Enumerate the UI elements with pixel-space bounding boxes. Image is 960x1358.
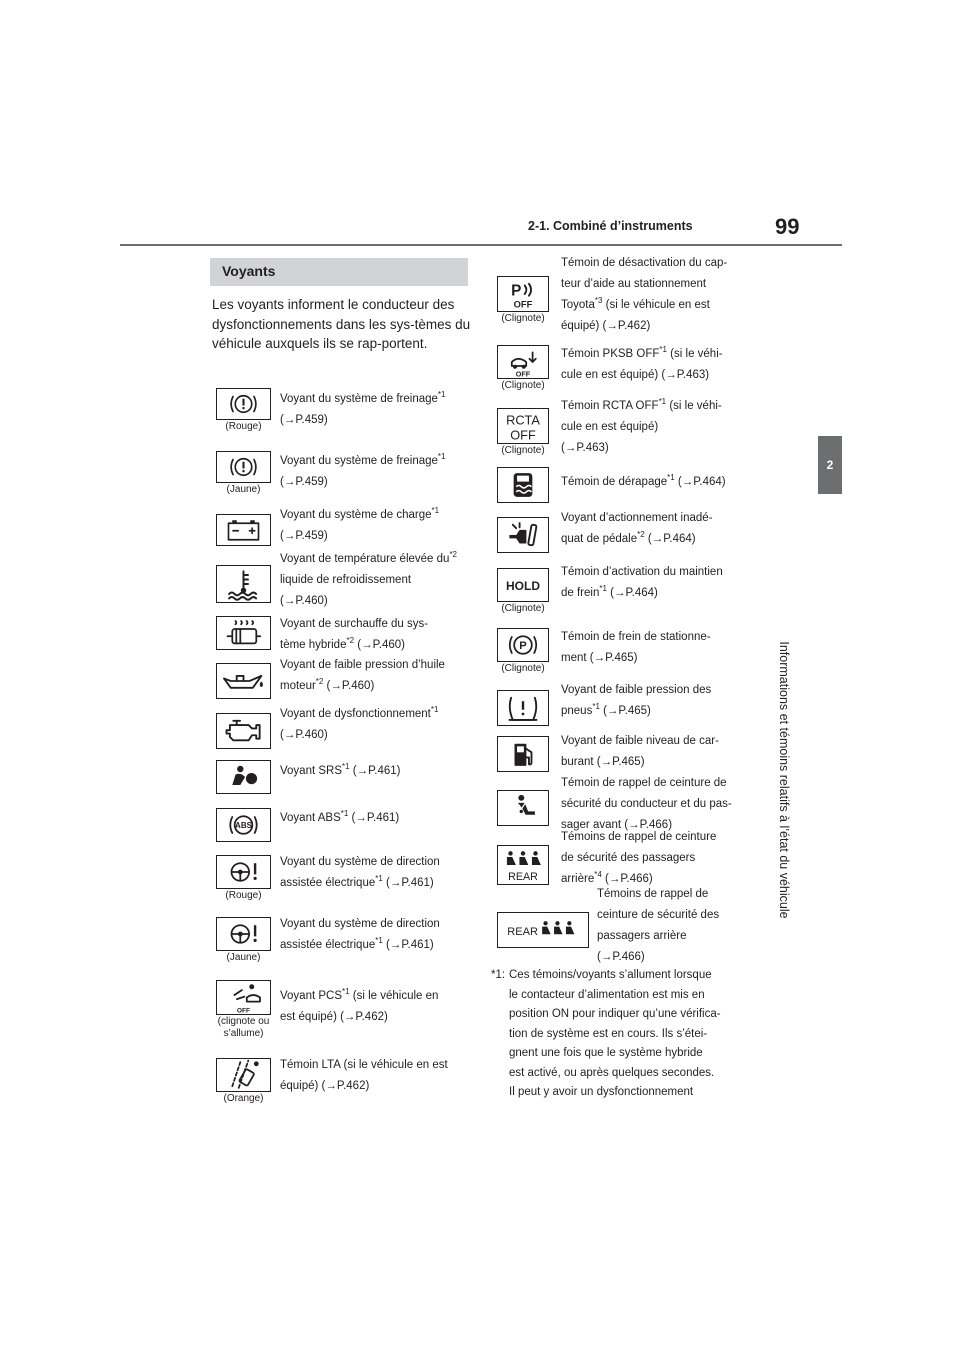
pksb-off-icon bbox=[498, 346, 548, 378]
pedal-misapplication-icon-box bbox=[497, 517, 549, 553]
indicator-color-caption: (Orange) bbox=[223, 1093, 264, 1104]
footnote-ref: *2 bbox=[637, 530, 645, 540]
indicator-description: Voyant SRS$^{*1}$ (→P.461) bbox=[280, 762, 401, 777]
footnote-ref: *1 bbox=[599, 584, 607, 594]
brake-warning-icon-box bbox=[216, 388, 271, 420]
coolant-temperature-icon bbox=[217, 566, 270, 602]
svg-text:REAR: REAR bbox=[508, 871, 538, 884]
footnote bbox=[491, 966, 751, 1103]
srs-airbag-icon bbox=[217, 761, 270, 793]
parking-assist-off-icon-box bbox=[497, 276, 549, 312]
indicator-description: Témoins de rappel de ceinture de sécurité des passagers arrière$^{*4}$ (→P.466) bbox=[561, 831, 717, 885]
brake-warning-icon bbox=[217, 452, 270, 482]
footnote-ref: *1 bbox=[437, 390, 446, 400]
footnote-ref: *2 bbox=[346, 636, 355, 646]
brake-hold-icon-box bbox=[497, 568, 549, 602]
svg-text:P: P bbox=[519, 640, 527, 652]
seatbelt-reminder-icon bbox=[498, 791, 548, 825]
pedal-misapplication-icon bbox=[498, 518, 548, 552]
indicator-description: Voyant du système de charge$^{*1}$ (→P.459) bbox=[280, 506, 440, 542]
rcta-off-icon bbox=[498, 409, 548, 443]
svg-text:OFF: OFF bbox=[236, 1007, 251, 1014]
srs-airbag-icon-box bbox=[216, 760, 271, 794]
footnote-ref: *1 bbox=[592, 702, 600, 712]
battery-icon bbox=[217, 515, 270, 545]
indicator-color-caption: (Clignote) bbox=[501, 380, 545, 391]
footnote-line: Ces témoins/voyants s’allument lorsque bbox=[509, 969, 712, 981]
footnote-text bbox=[491, 966, 751, 1103]
slip-indicator-icon-box bbox=[497, 467, 549, 503]
indicator-description: Voyant d’actionnement inadé- quat de pédale$^{*2}$ (→P.464) bbox=[561, 512, 713, 545]
battery-icon-box bbox=[216, 514, 271, 546]
indicator-description: Voyant de température élevée $du^{*2}$ liquide de refroidissement (→P.460) bbox=[280, 550, 457, 607]
svg-text:P: P bbox=[511, 282, 522, 300]
indicator-description: Témoin LTA (si le véhicule en est équipé) (→P.462) bbox=[280, 1059, 448, 1092]
power-steering-icon bbox=[217, 856, 270, 888]
footnote-ref: *2 bbox=[449, 550, 457, 560]
indicator-color-caption: (Jaune) bbox=[226, 952, 261, 963]
brake-warning-icon-box bbox=[216, 451, 271, 483]
svg-text:RCTA: RCTA bbox=[506, 412, 540, 428]
indicator-description: Témoin de dérapage$^{*1}$ (→P.464) bbox=[561, 473, 726, 488]
indicator-color-caption: (Clignote) bbox=[501, 663, 545, 674]
abs-icon bbox=[217, 809, 270, 841]
section-title-bar bbox=[210, 258, 468, 286]
indicator-description: Voyant du système de direction assistée électrique$^{*1}$ (→P.461) bbox=[280, 856, 440, 889]
indicator-description: Voyant ABS$^{*1}$ (→P.461) bbox=[280, 809, 400, 824]
footnote-line: Il peut y avoir un dysfonctionnement bbox=[509, 1086, 694, 1098]
footnote-ref: *1 bbox=[342, 762, 350, 772]
rear-seatbelt-wide-icon-box bbox=[497, 912, 589, 948]
indicator-description: Voyant de faible niveau de car- burant (→P.465) bbox=[561, 735, 719, 768]
indicator-description: Voyant PCS$^{*1}$ (si le véhicule en est équipé) (→P.462) bbox=[280, 987, 439, 1023]
indicator-description: Voyant de faible pression des pneus$^{*1}$ (→P.465) bbox=[561, 684, 712, 717]
footnote-line: tion de système est en cours. Ils s’étei- bbox=[509, 1027, 708, 1040]
footnote-ref: *1 bbox=[375, 874, 383, 884]
footnote-ref: *1 bbox=[659, 345, 667, 355]
indicator-description: Témoins de rappel de ceinture de sécurité des passagers arrière (→P.466) bbox=[597, 888, 720, 963]
check-engine-icon bbox=[217, 714, 270, 748]
hybrid-overheat-icon bbox=[217, 617, 270, 649]
indicator-description: Voyant de dysfonctionnement$^{*1}$ (→P.460) bbox=[280, 705, 439, 741]
hybrid-overheat-icon-box bbox=[216, 616, 271, 650]
intro-paragraph: Les voyants informent le conducteur des dysfonctionnements dans les sys-tèmes du véhicule auxquels ils se rap-portent. bbox=[212, 297, 471, 351]
footnote-ref: *1 bbox=[437, 452, 446, 462]
footnote-line: position ON pour indiquer qu’une vérifica- bbox=[509, 1008, 721, 1020]
seatbelt-reminder-icon-box bbox=[497, 790, 549, 826]
indicator-description: Voyant du système de direction assistée électrique$^{*1}$ (→P.461) bbox=[280, 918, 440, 951]
footnote-ref: *1 bbox=[430, 705, 439, 715]
svg-text:OFF: OFF bbox=[510, 427, 536, 443]
indicator-color-caption: (Clignote) bbox=[501, 313, 545, 324]
lta-icon-box bbox=[216, 1058, 271, 1092]
section-header: 2-1. Combiné d’instruments bbox=[528, 219, 693, 233]
chapter-title-vertical: Informations et témoins relatifs à l’état du véhicule bbox=[777, 641, 791, 919]
brake-hold-icon bbox=[498, 569, 548, 601]
indicator-description: Témoin de rappel de ceinture de sécurité du conducteur et du pas- sager avant (→P.466) bbox=[561, 777, 732, 831]
abs-icon-box bbox=[216, 808, 271, 842]
pcs-off-icon bbox=[217, 981, 270, 1014]
power-steering-icon-box bbox=[216, 855, 271, 889]
indicator-description: Voyant de faible pression d’huile moteur$^{*2}$ (→P.460) bbox=[280, 659, 445, 692]
rear-seatbelt-wide-icon bbox=[498, 913, 588, 947]
chapter-tab: 2 bbox=[818, 436, 842, 494]
indicator-description: Témoin PKSB OFF$^{*1}$ (si le véhi- cule en est équipé) (→P.463) bbox=[561, 345, 723, 381]
parking-brake-icon bbox=[498, 629, 548, 661]
footnote-ref: *1 bbox=[667, 473, 675, 483]
footnote-ref: *1 bbox=[375, 936, 383, 946]
svg-text:REAR: REAR bbox=[507, 926, 539, 939]
svg-text:OFF: OFF bbox=[513, 299, 533, 310]
indicator-description: Voyant du système de freinage$^{*1}$ (→P.459) bbox=[280, 390, 446, 426]
oil-pressure-icon bbox=[217, 664, 270, 698]
indicator-description: Voyant du système de freinage$^{*1}$ (→P.459) bbox=[280, 452, 446, 488]
indicator-color-caption: (clignote ou s’allume) bbox=[217, 1016, 270, 1039]
parking-brake-icon-box bbox=[497, 628, 549, 662]
header-rule bbox=[120, 244, 842, 246]
indicator-description: Témoin d’activation du maintien de frein$^{*1}$ (→P.464) bbox=[561, 566, 723, 599]
footnote-line: le contacteur d’alimentation est mis en bbox=[509, 988, 705, 1001]
footnote-line: est activé, ou après quelques secondes. bbox=[509, 1066, 715, 1079]
slip-indicator-icon bbox=[498, 468, 548, 502]
indicator-color-caption: (Jaune) bbox=[226, 484, 261, 495]
power-steering-icon bbox=[217, 918, 270, 950]
check-engine-icon-box bbox=[216, 713, 271, 749]
indicator-description: Témoin RCTA OFF$^{*1}$ (si le véhi- cule en est équipé) (→P.463) bbox=[561, 397, 722, 454]
indicator-description: Voyant de surchauffe du sys- tème hybride$^{*2}$ (→P.460) bbox=[280, 618, 429, 651]
footnote-line: gnent une fois que le système hybride bbox=[509, 1047, 703, 1059]
lta-icon bbox=[217, 1059, 270, 1091]
oil-pressure-icon-box bbox=[216, 663, 271, 699]
indicator-color-caption: (Clignote) bbox=[501, 603, 545, 614]
indicator-description: Témoin de frein de stationne- ment (→P.465) bbox=[561, 631, 711, 664]
footnote-ref: *2 bbox=[315, 677, 324, 687]
rear-seatbelt-icon-box bbox=[497, 845, 549, 885]
low-fuel-icon bbox=[498, 737, 548, 771]
power-steering-icon-box bbox=[216, 917, 271, 951]
indicator-color-caption: (Clignote) bbox=[501, 445, 545, 456]
svg-text:HOLD: HOLD bbox=[506, 578, 540, 593]
footnote-marker: *1: bbox=[491, 969, 506, 981]
footnote-ref: *1 bbox=[431, 506, 440, 516]
tire-pressure-icon-box bbox=[497, 690, 549, 726]
footnote-ref: *1 bbox=[342, 987, 350, 997]
indicator-description: Témoin de désactivation du cap- teur d’aide au stationnement Toyota$^{*3}$ (si le véhicule en est équipé) (→P.462) bbox=[561, 257, 728, 332]
pcs-off-icon-box bbox=[216, 980, 271, 1015]
rcta-off-icon-box bbox=[497, 408, 549, 444]
footnote-ref: *1 bbox=[340, 809, 349, 819]
indicator-color-caption: (Rouge) bbox=[225, 890, 262, 901]
pksb-off-icon-box bbox=[497, 345, 549, 379]
coolant-temperature-icon-box bbox=[216, 565, 271, 603]
brake-warning-icon bbox=[217, 389, 270, 419]
footnote-ref: *3 bbox=[594, 296, 603, 306]
svg-text:ABS: ABS bbox=[235, 821, 252, 831]
page-number: 99 bbox=[775, 214, 800, 239]
tire-pressure-icon bbox=[498, 691, 548, 725]
section-title: Voyants bbox=[222, 263, 276, 279]
svg-text:OFF: OFF bbox=[515, 369, 531, 378]
indicator-color-caption: (Rouge) bbox=[225, 421, 262, 432]
rear-seatbelt-icon bbox=[498, 846, 548, 884]
low-fuel-icon-box bbox=[497, 736, 549, 772]
footnote-ref: *4 bbox=[594, 870, 602, 880]
parking-assist-off-icon bbox=[498, 277, 548, 311]
footnote-ref: *1 bbox=[658, 397, 667, 407]
